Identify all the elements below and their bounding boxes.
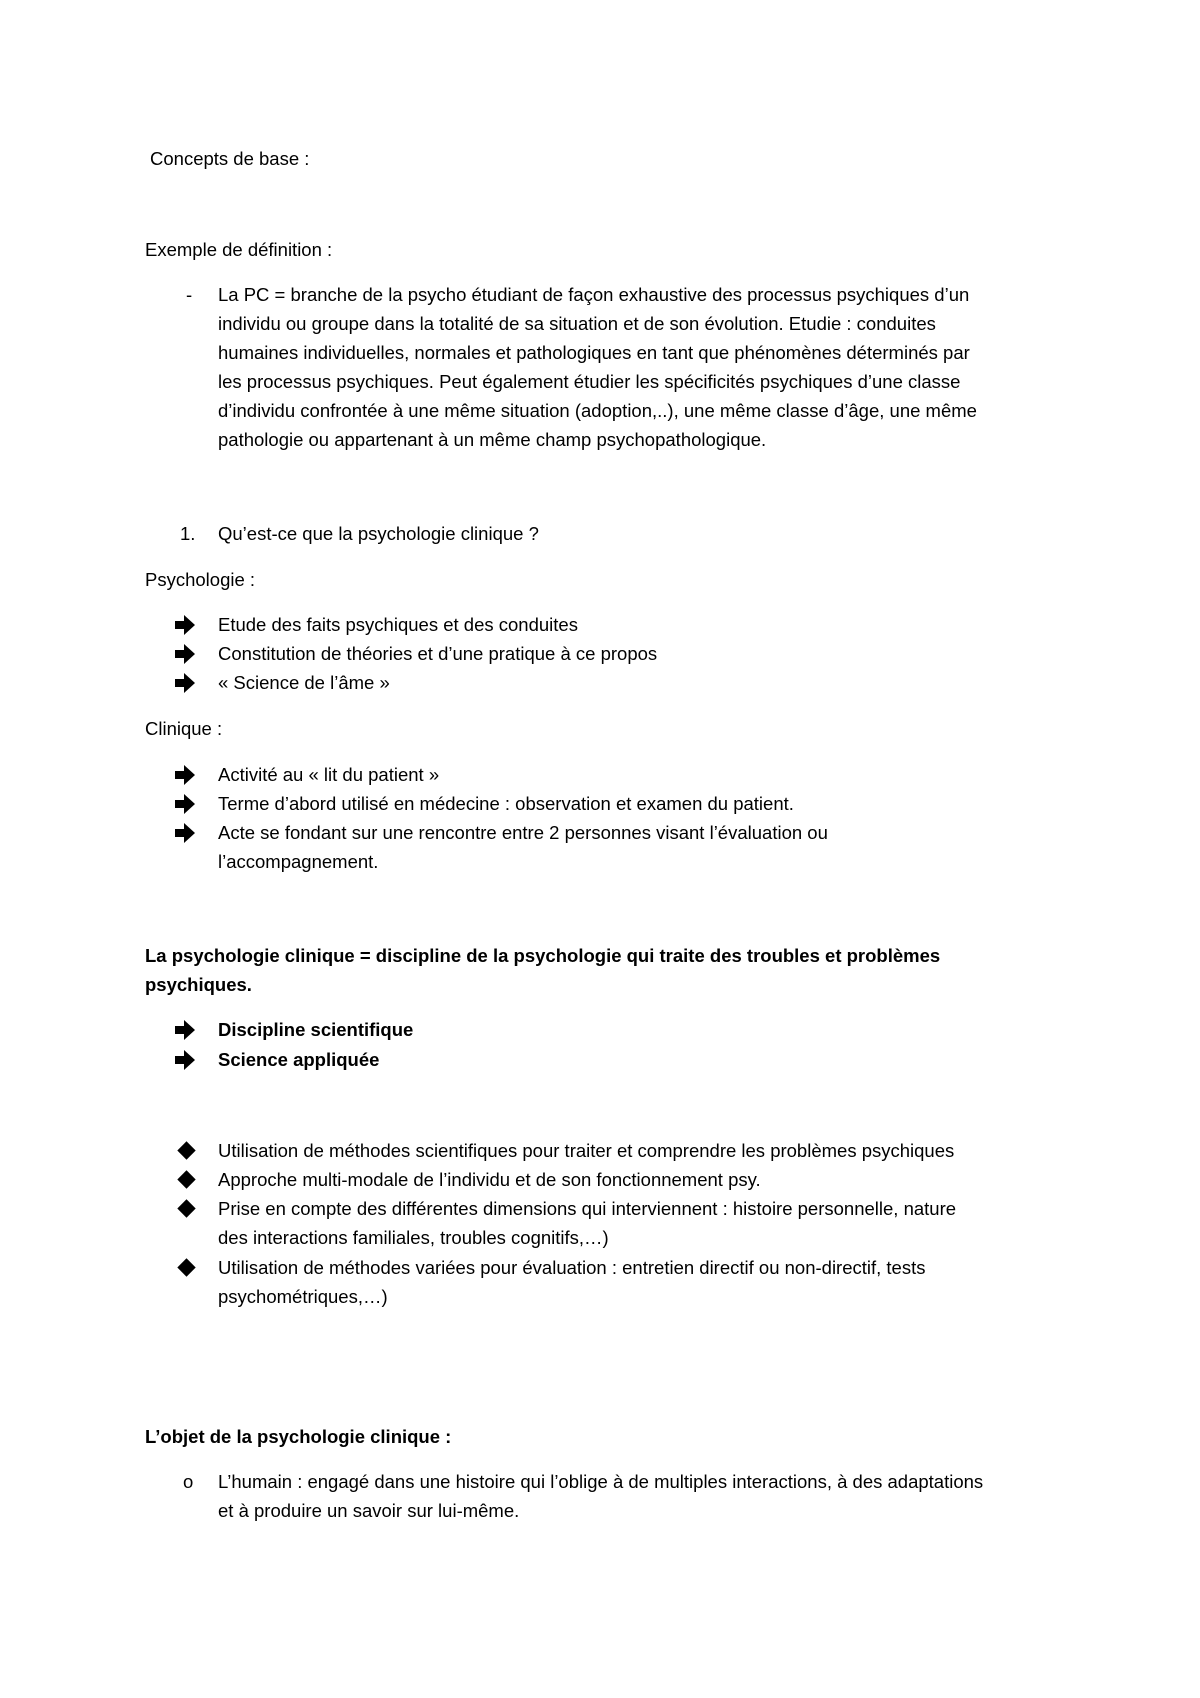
pc-definition-line-1: La psychologie clinique = discipline de la psychologie qui traite des troubles et problèmes — [145, 945, 941, 966]
section-title: Qu’est-ce que la psychologie clinique ? — [218, 523, 539, 544]
psychologie-item-3: « Science de l’âme » — [218, 672, 390, 693]
arrow-right-icon — [175, 643, 195, 665]
diamond-bullet-icon — [177, 1199, 195, 1217]
section-number: 1. — [180, 523, 196, 544]
pc-definition-line-2: psychiques. — [145, 974, 252, 995]
definition-line-6: pathologie ou appartenant à un même champ psychopathologique. — [218, 429, 767, 450]
clinique-label: Clinique : — [145, 718, 223, 739]
pc-item-2: Science appliquée — [218, 1049, 380, 1070]
dash-bullet: - — [186, 284, 193, 305]
objet-title: L’objet de la psychologie clinique : — [145, 1426, 452, 1447]
psychologie-label: Psychologie : — [145, 569, 256, 590]
clinique-item-2: Terme d’abord utilisé en médecine : observation et examen du patient. — [218, 793, 794, 814]
arrow-right-icon — [175, 793, 195, 815]
definition-line-5: d’individu confrontée à une même situation (adoption,..), une même classe d’âge, une même — [218, 400, 977, 421]
arrow-right-icon — [175, 672, 195, 694]
methodes-item-2: Approche multi-modale de l’individu et de son fonctionnement psy. — [218, 1169, 761, 1190]
arrow-right-icon — [175, 614, 195, 636]
definition-line-4: les processus psychiques. Peut également étudier les spécificités psychiques d’une classe — [218, 371, 961, 392]
methodes-item-4: Utilisation de méthodes variées pour évaluation : entretien directif ou non-directif, tests — [218, 1257, 926, 1278]
page-heading: Concepts de base : — [150, 148, 310, 169]
diamond-bullet-icon — [177, 1141, 195, 1159]
clinique-item-3: Acte se fondant sur une rencontre entre 2 personnes visant l’évaluation ou — [218, 822, 828, 843]
objet-line-2: et à produire un savoir sur lui-même. — [218, 1500, 520, 1521]
methodes-item-4-cont: psychométriques,…) — [218, 1286, 388, 1307]
arrow-right-icon — [175, 822, 195, 844]
clinique-item-1: Activité au « lit du patient » — [218, 764, 440, 785]
definition-line-1: La PC = branche de la psycho étudiant de façon exhaustive des processus psychiques d’un — [218, 284, 970, 305]
arrow-right-icon — [175, 1049, 195, 1071]
methodes-item-1: Utilisation de méthodes scientifiques pour traiter et comprendre les problèmes psychiques — [218, 1140, 955, 1161]
circle-bullet: o — [183, 1471, 194, 1492]
psychologie-item-1: Etude des faits psychiques et des conduites — [218, 614, 578, 635]
methodes-item-3-cont: des interactions familiales, troubles cognitifs,…) — [218, 1227, 609, 1248]
arrow-right-icon — [175, 764, 195, 786]
objet-line-1: L’humain : engagé dans une histoire qui l’oblige à de multiples interactions, à des adaptations — [218, 1471, 984, 1492]
clinique-item-3-cont: l’accompagnement. — [218, 851, 379, 872]
psychologie-item-2: Constitution de théories et d’une pratique à ce propos — [218, 643, 658, 664]
methodes-item-3: Prise en compte des différentes dimensions qui interviennent : histoire personnelle, nature — [218, 1198, 957, 1219]
definition-title: Exemple de définition : — [145, 239, 333, 260]
definition-line-3: humaines individuelles, normales et pathologiques en tant que phénomènes déterminés par — [218, 342, 970, 363]
pc-item-1: Discipline scientifique — [218, 1019, 414, 1040]
diamond-bullet-icon — [177, 1258, 195, 1276]
diamond-bullet-icon — [177, 1170, 195, 1188]
definition-line-2: individu ou groupe dans la totalité de sa situation et de son évolution. Etudie : conduites — [218, 313, 936, 334]
arrow-right-icon — [175, 1019, 195, 1041]
